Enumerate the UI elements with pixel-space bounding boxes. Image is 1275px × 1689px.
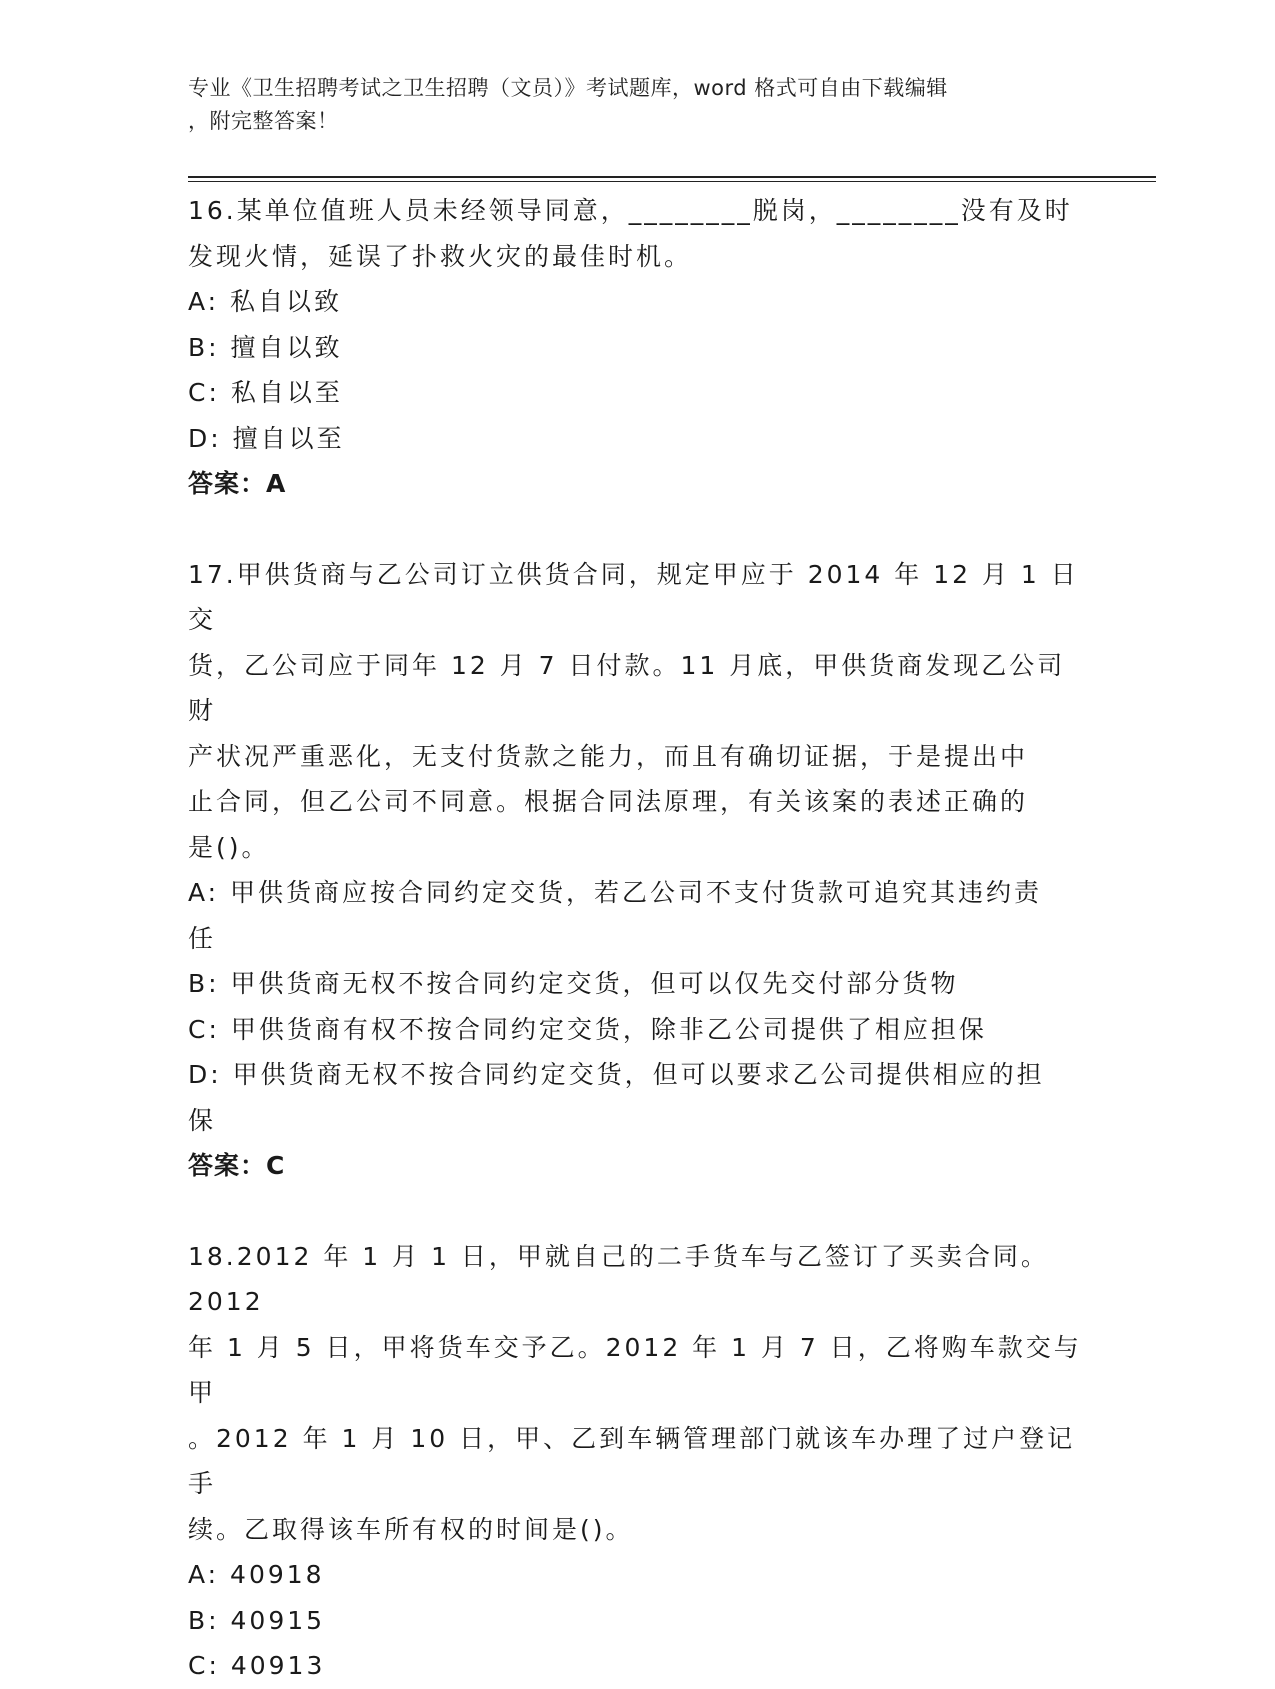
option-b: B: 40915	[188, 1605, 326, 1635]
question-stem-line: 18.2012 年 1 月 1 日，甲就自己的二手货车与乙签订了买卖合同。2012	[188, 1241, 1049, 1316]
document-header	[188, 72, 1068, 138]
spacer	[188, 1189, 1088, 1234]
spacer	[188, 507, 1088, 552]
option-c: C: 甲供货商有权不按合同约定交货，除非乙公司提供了相应担保	[188, 1014, 987, 1044]
question-17	[188, 552, 1088, 1189]
answer-label: 答案：A	[188, 469, 287, 498]
question-stem-line: 止合同，但乙公司不同意。根据合同法原理，有关该案的表述正确的	[188, 787, 1029, 816]
question-18	[188, 1234, 1088, 1689]
question-16	[188, 188, 1088, 507]
question-stem-line: 17.甲供货商与乙公司订立供货合同，规定甲应于 2014 年 12 月 1 日交	[188, 559, 1079, 634]
option-a-continued: 任	[188, 923, 217, 953]
question-stem-line: 续。乙取得该车所有权的时间是()。	[188, 1514, 634, 1544]
option-b: B: 甲供货商无权不按合同约定交货，但可以仅先交付部分货物	[188, 969, 959, 998]
question-list	[188, 188, 1088, 1689]
question-stem-line: 16.某单位值班人员未经领导同意，________脱岗，________没有及时	[188, 196, 1073, 225]
question-stem-line: 是()。	[188, 832, 270, 862]
option-b: B: 擅自以致	[188, 332, 343, 362]
option-d: D: 甲供货商无权不按合同约定交货，但可以要求乙公司提供相应的担	[188, 1060, 1045, 1089]
option-c: C: 私自以至	[188, 378, 343, 407]
option-a: A: 私自以致	[188, 287, 343, 316]
question-stem-line: 发现火情，延误了扑救火灾的最佳时机。	[188, 241, 693, 271]
question-stem-line: 年 1 月 5 日，甲将货车交予乙。2012 年 1 月 7 日，乙将购车款交与甲	[188, 1332, 1082, 1407]
option-d-continued: 保	[188, 1105, 217, 1135]
answer-label: 答案：C	[188, 1151, 286, 1180]
header-line-2: ，附完整答案！	[188, 109, 339, 133]
question-stem-line: 产状况严重恶化，无支付货款之能力，而且有确切证据，于是提出中	[188, 741, 1029, 771]
option-d: D: 擅自以至	[188, 423, 345, 453]
question-stem-line: 货，乙公司应于同年 12 月 7 日付款。11 月底，甲供货商发现乙公司财	[188, 650, 1066, 725]
option-a: A: 40918	[188, 1560, 325, 1589]
header-divider-thick	[188, 176, 1156, 178]
header-divider-thin	[188, 181, 1156, 182]
option-c: C: 40913	[188, 1651, 326, 1680]
header-line-1: 专业《卫生招聘考试之卫生招聘（文员）》考试题库，word 格式可自由下载编辑	[188, 76, 948, 100]
option-a: A: 甲供货商应按合同约定交货，若乙公司不支付货款可追究其违约责	[188, 878, 1043, 907]
question-stem-line: 。2012 年 1 月 10 日，甲、乙到车辆管理部门就该车办理了过户登记手	[188, 1423, 1076, 1498]
